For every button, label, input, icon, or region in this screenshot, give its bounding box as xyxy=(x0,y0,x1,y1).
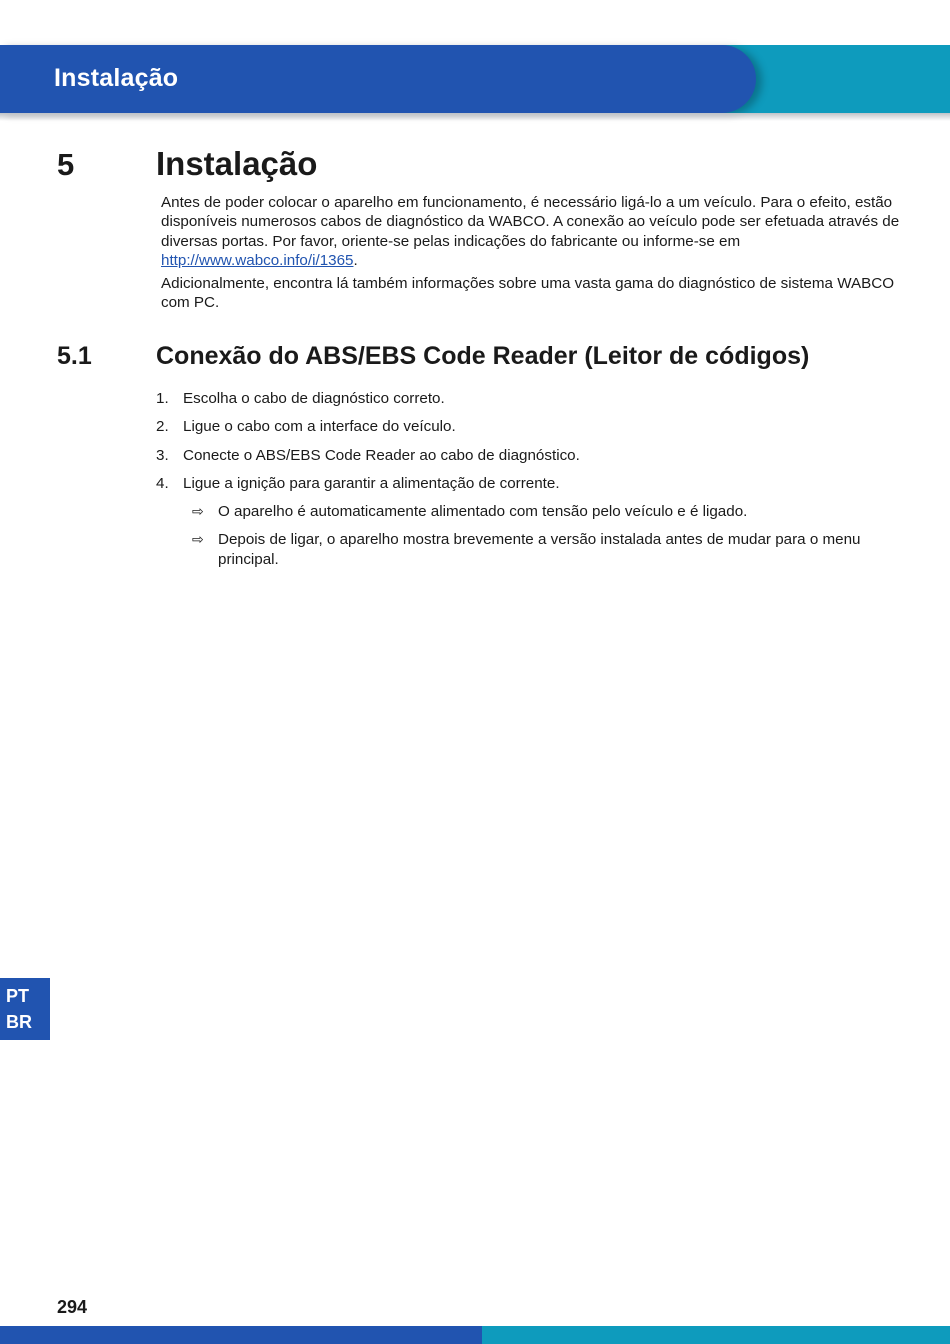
step-number: 2. xyxy=(156,418,169,436)
language-code: PT xyxy=(6,986,30,1006)
page-number: 294 xyxy=(57,1297,88,1317)
wabco-info-link[interactable]: http://www.wabco.info/i/1365 xyxy=(161,251,354,269)
header-title: Instalação xyxy=(54,64,179,92)
result-item xyxy=(156,530,901,569)
section-title: Instalação xyxy=(156,145,318,182)
step-number: 1. xyxy=(156,390,169,407)
intro-paragraph-2: Adicionalmente, encontra lá também informações sobre uma vasta gama do diagnóstico de sistema WABCO com PC. xyxy=(161,275,895,312)
section-number: 5 xyxy=(57,147,75,182)
step-item xyxy=(156,417,901,436)
subsection-title: Conexão do ABS/EBS Code Reader (Leitor de códigos) xyxy=(156,342,810,370)
step-item xyxy=(156,474,901,493)
step-number: 3. xyxy=(156,446,169,464)
section-intro xyxy=(161,193,901,317)
country-code: BR xyxy=(6,1012,32,1032)
intro-paragraph-1 xyxy=(161,193,901,270)
step-text: Ligue a ignição para garantir a alimentação de corrente. xyxy=(183,474,560,492)
intro-text-end: . xyxy=(353,251,358,269)
header-shadow xyxy=(0,113,950,121)
subsection-number: 5.1 xyxy=(57,342,92,370)
step-number: 4. xyxy=(156,474,169,492)
result-arrow-icon: ⇨ xyxy=(192,531,204,548)
result-item xyxy=(156,502,901,521)
step-item xyxy=(156,389,901,408)
intro-text: Antes de poder colocar o aparelho em funcionamento, é necessário ligá-lo a um veículo. Para o efeito, estão disponíveis numerosos cabos de diagnóstico da WABCO. A conexão ao veículo pode ser efetuada através de diversas portas. Por favor, oriente-se pelas indicações do fabricante ou informe-se em xyxy=(161,194,900,250)
result-text: O aparelho é automaticamente alimentado com tensão pelo veículo e é ligado. xyxy=(218,503,748,521)
result-text: Depois de ligar, o aparelho mostra brevemente a versão instalada antes de mudar para o menu principal. xyxy=(218,531,861,568)
language-tab xyxy=(0,978,50,1040)
result-arrow-icon: ⇨ xyxy=(192,503,204,520)
footer-bar-teal xyxy=(482,1326,950,1344)
step-text: Conecte o ABS/EBS Code Reader ao cabo de diagnóstico. xyxy=(183,446,580,464)
step-item xyxy=(156,446,901,465)
step-text: Escolha o cabo de diagnóstico correto. xyxy=(183,390,445,407)
step-list xyxy=(156,389,901,578)
footer-bar-blue xyxy=(0,1326,482,1344)
step-text: Ligue o cabo com a interface do veículo. xyxy=(183,418,456,436)
